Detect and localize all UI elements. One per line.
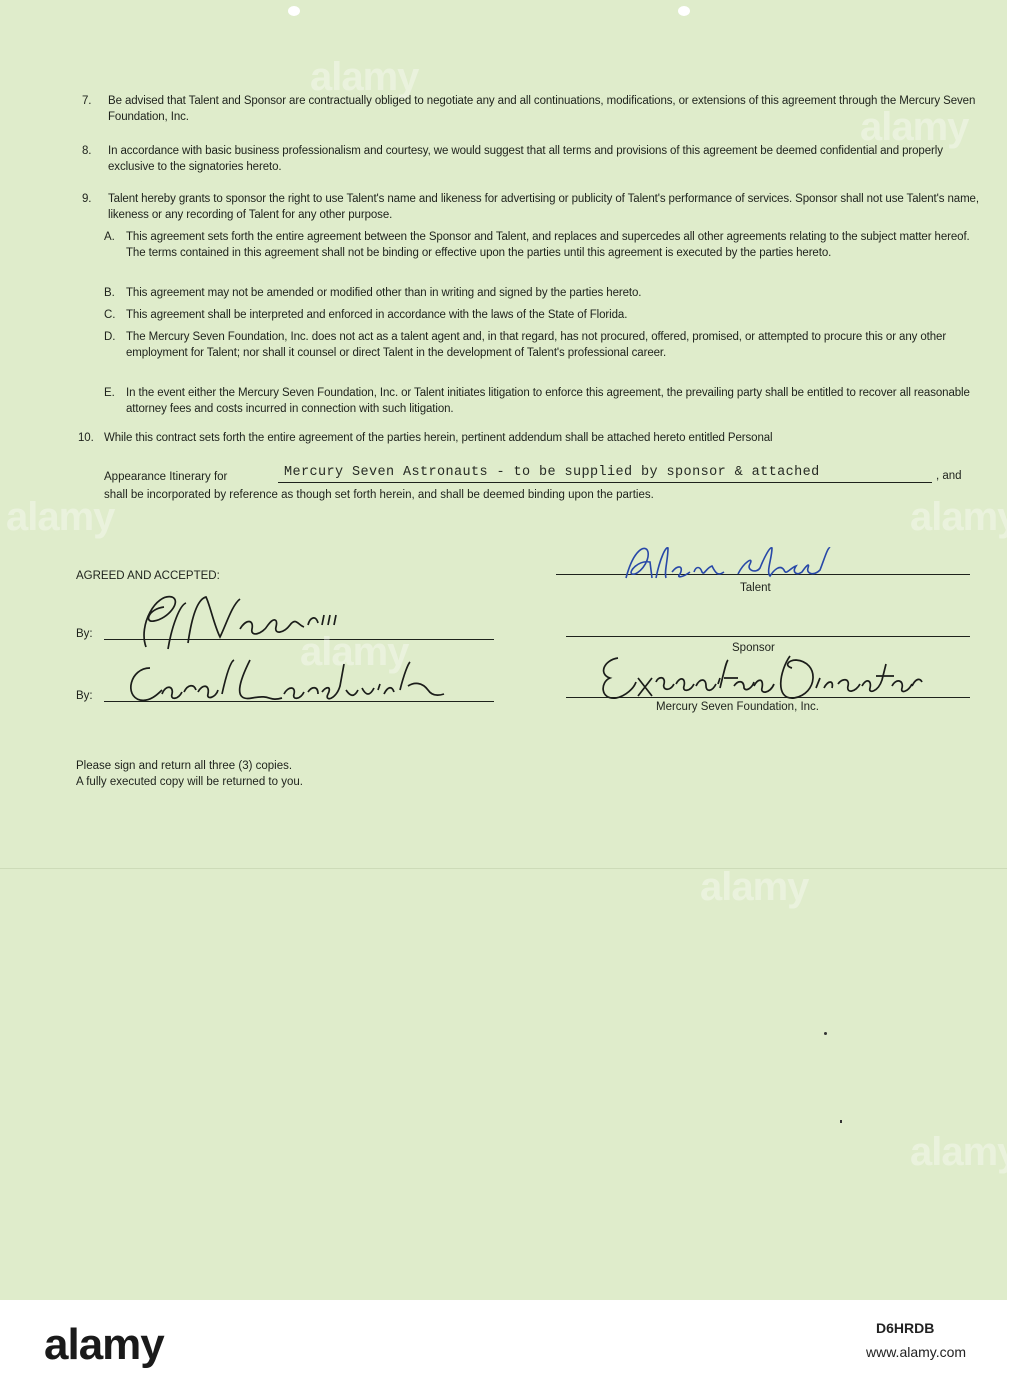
subclause-text: In the event either the Mercury Seven Foundation, Inc. or Talent initiates litigation to enforce this agreement, the prevailing party shall be entitled to recover all reasonable attorney fees and costs incurred in connection with such litigation.: [126, 387, 970, 415]
talent-signature: [620, 538, 840, 588]
stock-footer: [0, 1300, 1007, 1390]
subclause-letter: B.: [104, 287, 115, 299]
subclause-text: The Mercury Seven Foundation, Inc. does not act as a talent agent and, in that regard, has not procured, offered, promised, or attempted to procure this or any other employment for Talent; nor shall it counsel or direct Talent in the development of Talent's professional career.: [126, 331, 947, 359]
clause-8: [82, 143, 980, 175]
clause-number: 9.: [82, 193, 92, 205]
punch-hole: [288, 6, 300, 16]
watermark-text: alamy: [860, 105, 969, 149]
clause-10: [78, 430, 984, 446]
by-label: By:: [76, 628, 93, 640]
sponsor-label: Sponsor: [732, 642, 775, 654]
instructions-line-1: Please sign and return all three (3) copies.: [76, 760, 293, 772]
subclause-text: This agreement may not be amended or modified other than in writing and signed by the parties hereto.: [126, 287, 642, 299]
subclause-b: [104, 285, 974, 301]
clause-text: Talent hereby grants to sponsor the right to use Talent's name and likeness for advertising or publicity of Talent's performance of services. Sponsor shall not use Talent's name, likeness or any recording of Talent for any other purpose.: [108, 193, 979, 221]
clause-number: 8.: [82, 145, 92, 157]
site-url: www.alamy.com: [866, 1344, 967, 1360]
clause-number: 10.: [78, 432, 94, 444]
clause-9: [82, 191, 980, 223]
subclause-text: This agreement shall be interpreted and enforced in accordance with the laws of the State of Florida.: [126, 309, 628, 321]
itinerary-fill-line: [278, 482, 932, 483]
subclause-letter: D.: [104, 331, 116, 343]
subclause-c: [104, 307, 974, 323]
itinerary-typed-value: Mercury Seven Astronauts - to be supplied by sponsor & attached: [284, 465, 820, 480]
watermark-text: alamy: [700, 865, 809, 909]
subclause-text: This agreement sets forth the entire agreement between the Sponsor and Talent, and replaces and supercedes all other agreements relating to the subject matter hereof. The terms contained in this agreement shall not be binding or effective upon the parties until this agreement is executed by the parties hereto.: [126, 231, 970, 259]
watermark-text: alamy: [910, 1130, 1018, 1174]
stray-mark: [840, 1120, 842, 1123]
fold-line: [0, 868, 1007, 869]
subclause-a: [104, 229, 974, 261]
watermark-text: alamy: [910, 495, 1018, 539]
image-id: D6HRDB: [876, 1320, 935, 1336]
subclause-d: [104, 329, 974, 361]
alamy-logo: alamy: [44, 1320, 164, 1369]
clause-text: In accordance with basic business professionalism and courtesy, we would suggest that all terms and provisions of this agreement be deemed confidential and properly exclusive to the signatories hereto.: [108, 145, 943, 173]
stray-mark: [824, 1032, 827, 1035]
watermark-text: alamy: [300, 630, 409, 674]
itinerary-label: Appearance Itinerary for: [104, 471, 228, 483]
clause-7: [82, 93, 980, 125]
by-label: By:: [76, 690, 93, 702]
title-signature: [594, 648, 924, 710]
foundation-label: Mercury Seven Foundation, Inc.: [656, 701, 819, 713]
clause-text: While this contract sets forth the entire agreement of the parties herein, pertinent addendum shall be attached hereto entitled Personal: [104, 432, 773, 444]
clause-number: 7.: [82, 95, 92, 107]
instructions-line-2: A fully executed copy will be returned to you.: [76, 776, 303, 788]
clause-10-final-line: shall be incorporated by reference as though set forth herein, and shall be deemed binding upon the parties.: [104, 489, 654, 501]
watermark-text: alamy: [310, 55, 419, 99]
subclause-letter: A.: [104, 231, 115, 243]
itinerary-suffix: , and: [936, 470, 962, 482]
punch-hole: [678, 6, 690, 16]
subclause-letter: C.: [104, 309, 116, 321]
by2-signature: [122, 650, 462, 720]
subclause-letter: E.: [104, 387, 115, 399]
subclause-e: [104, 385, 974, 417]
watermark-text: alamy: [6, 495, 115, 539]
agreed-accepted-label: AGREED AND ACCEPTED:: [76, 570, 220, 582]
clause-text: Be advised that Talent and Sponsor are contractually obliged to negotiate any and all continuations, modifications, or extensions of this agreement through the Mercury Seven Foundation, Inc.: [108, 95, 976, 123]
sponsor-signature-line: [566, 636, 970, 637]
talent-label: Talent: [740, 582, 771, 594]
